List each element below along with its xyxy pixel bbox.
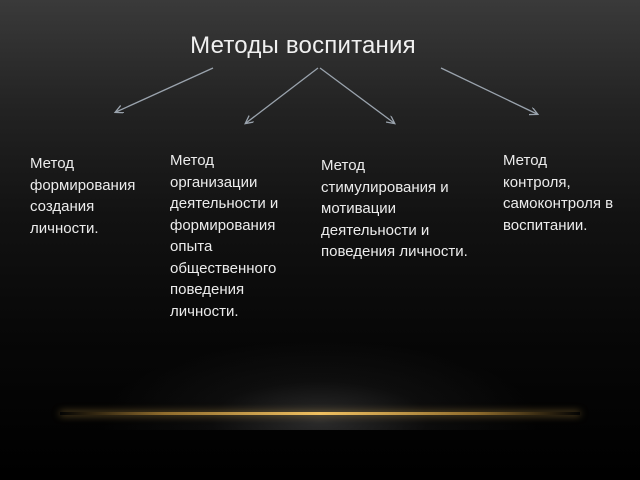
diagram-title: Методы воспитания xyxy=(190,32,416,59)
arrow-to-method-4 xyxy=(441,68,537,114)
arrow-to-method-2 xyxy=(246,68,318,123)
arrow-to-method-3 xyxy=(320,68,394,123)
arrow-to-method-1 xyxy=(116,68,213,112)
method-organization: Метод организации деятельности и формирования опыта общественного поведения личности. xyxy=(170,152,279,320)
method-stimulation: Метод стимулирования и мотивации деятельности и поведения личности. xyxy=(321,157,468,260)
method-formation: Метод формирования создания личности. xyxy=(30,155,136,237)
method-control: Метод контроля, самоконтроля в воспитании. xyxy=(503,152,614,234)
